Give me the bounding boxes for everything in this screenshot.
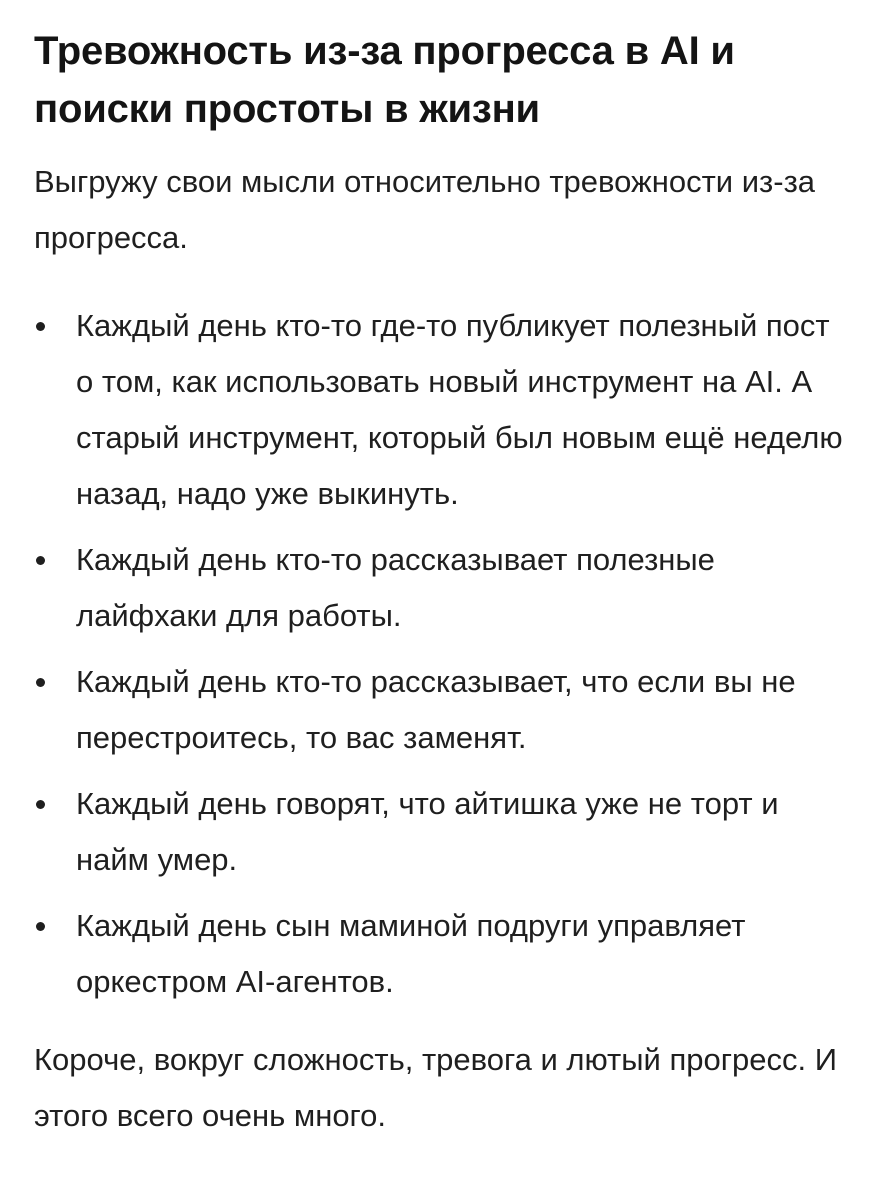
list-item-text: Каждый день кто-то где-то публикует полезный пост о том, как использовать новый инструмент на AI. А старый инструмент, который был новым ещё неделю назад, надо уже выкинуть. [76, 308, 843, 511]
article-title: Тревожность из-за прогресса в AI и поиски простоты в жизни [34, 29, 735, 131]
intro-paragraph: Выгружу свои мысли относительно тревожности из-за прогресса. [34, 164, 816, 255]
bullet-dot-icon [36, 556, 45, 565]
bullet-list [34, 298, 845, 1010]
list-item-text: Каждый день говорят, что айтишка уже не торт и найм умер. [76, 786, 779, 877]
bullet-dot-icon [36, 800, 45, 809]
bullet-dot-icon [36, 922, 45, 931]
list-item [34, 532, 845, 644]
list-item [34, 776, 845, 888]
bullet-dot-icon [36, 322, 45, 331]
list-item [34, 898, 845, 1010]
list-item [34, 298, 845, 522]
list-item-text: Каждый день кто-то рассказывает, что если вы не перестроитесь, то вас заменят. [76, 664, 796, 755]
list-item [34, 654, 845, 766]
outro-paragraph: Короче, вокруг сложность, тревога и лютый прогресс. И этого всего очень много. [34, 1042, 838, 1133]
list-item-text: Каждый день сын маминой подруги управляет оркестром AI-агентов. [76, 908, 746, 999]
bullet-dot-icon [36, 678, 45, 687]
list-item-text: Каждый день кто-то рассказывает полезные лайфхаки для работы. [76, 542, 715, 633]
